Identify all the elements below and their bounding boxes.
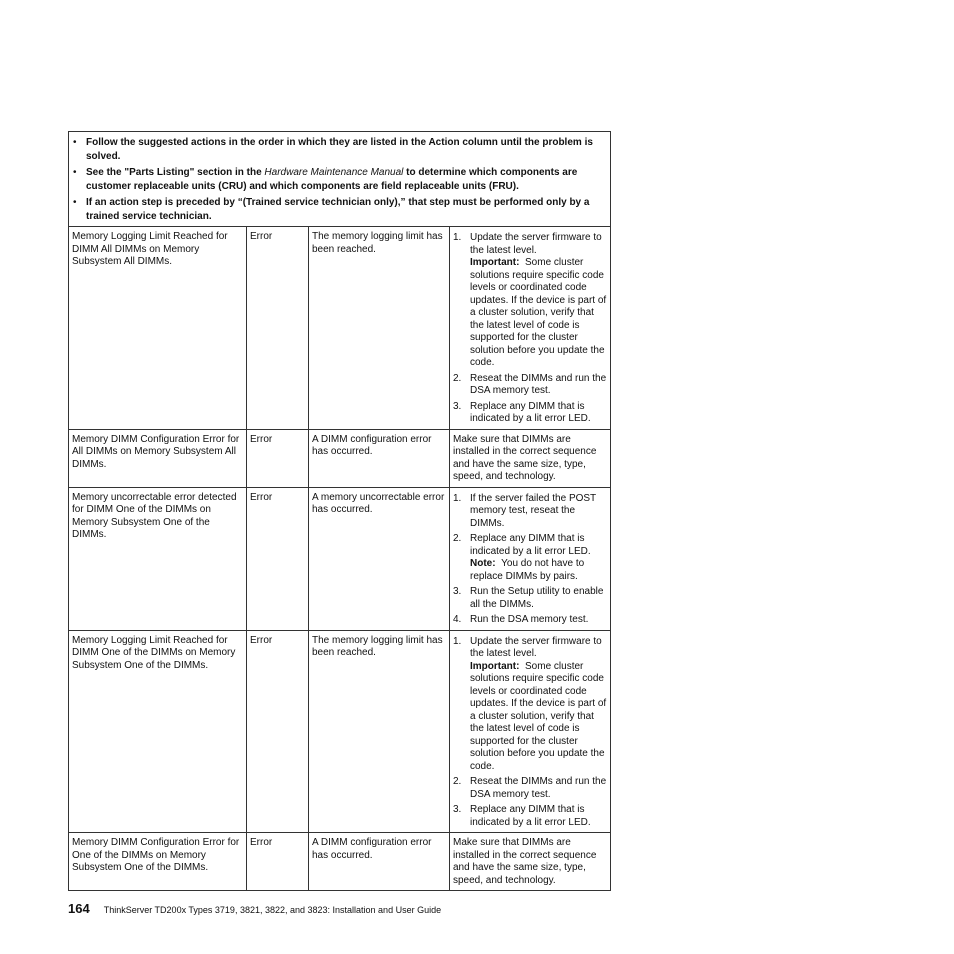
step-text: Run the Setup utility to enable all the DIMMs. bbox=[470, 586, 604, 610]
message-cell: Memory Logging Limit Reached for DIMM All DIMMs on Memory Subsystem All DIMMs. bbox=[69, 227, 247, 430]
action-step bbox=[453, 493, 607, 531]
note-text: to determine which components are customer replaceable units (CRU) and which components are field replaceable units (FRU). bbox=[86, 167, 578, 192]
action-cell bbox=[450, 630, 611, 833]
note-text: Follow the suggested actions in the order in which they are listed in the Action column until the problem is solved. bbox=[86, 137, 593, 162]
step-text: Replace any DIMM that is indicated by a lit error LED. bbox=[470, 400, 591, 424]
step-note-text: Some cluster solutions require specific code levels or coordinated code updates. If the device is part of a cluster solution, verify that the latest level of code is supported for the cluster solution before you update the code. bbox=[470, 257, 607, 368]
step-note-label: Important: bbox=[470, 660, 520, 672]
step-note-label: Important: bbox=[470, 257, 520, 268]
action-step bbox=[453, 614, 607, 627]
action-step bbox=[453, 804, 607, 829]
error-message-table bbox=[68, 131, 611, 891]
bullet: • bbox=[73, 197, 77, 208]
explanation-cell: The memory logging limit has been reached. bbox=[309, 227, 450, 430]
step-text: Update the server firmware to the latest level. bbox=[470, 232, 602, 256]
bullet: • bbox=[73, 167, 77, 178]
step-text: Run the DSA memory test. bbox=[470, 614, 589, 625]
table-row bbox=[69, 227, 611, 430]
action-steps bbox=[453, 232, 607, 426]
message-cell: Memory Logging Limit Reached for DIMM One of the DIMMs on Memory Subsystem One of the DIMMs. bbox=[69, 630, 247, 833]
step-text: Replace any DIMM that is indicated by a lit error LED. bbox=[470, 533, 591, 557]
bullet: • bbox=[73, 137, 77, 148]
notes-cell bbox=[69, 132, 611, 227]
step-number: 4. bbox=[453, 614, 462, 625]
action-step bbox=[453, 586, 607, 611]
table-row bbox=[69, 429, 611, 487]
step-number: 2. bbox=[453, 776, 462, 787]
explanation-cell: A DIMM configuration error has occurred. bbox=[309, 833, 450, 891]
note-text: If an action step is preceded by “(Trained service technician only),” that step must be performed only by a trained service technician. bbox=[86, 197, 590, 222]
action-steps bbox=[453, 493, 607, 627]
footer-title: ThinkServer TD200x Types 3719, 3821, 3822, and 3823: Installation and User Guide bbox=[103, 905, 442, 915]
page-footer bbox=[68, 901, 441, 916]
step-number: 3. bbox=[453, 804, 462, 815]
page-number: 164 bbox=[68, 901, 90, 916]
step-text: Reseat the DIMMs and run the DSA memory test. bbox=[470, 776, 607, 800]
step-note-text: You do not have to replace DIMMs by pairs. bbox=[470, 558, 585, 582]
action-cell: Make sure that DIMMs are installed in the correct sequence and have the same size, type, speed, and technology. bbox=[450, 429, 611, 487]
type-cell: Error bbox=[247, 630, 309, 833]
step-text: Update the server firmware to the latest level. bbox=[470, 635, 602, 659]
action-cell bbox=[450, 227, 611, 430]
note-text: See the "Parts Listing" section in the bbox=[86, 167, 265, 178]
step-number: 3. bbox=[453, 586, 462, 597]
step-text: If the server failed the POST memory test, reseat the DIMMs. bbox=[470, 492, 596, 529]
action-step bbox=[453, 533, 607, 583]
manual-title: Hardware Maintenance Manual bbox=[264, 167, 404, 178]
step-note-text: Some cluster solutions require specific code levels or coordinated code updates. If the device is part of a cluster solution, verify that the latest level of code is supported for the cluster solution before you update the code. bbox=[470, 660, 607, 772]
action-step bbox=[453, 776, 607, 801]
step-number: 3. bbox=[453, 400, 462, 412]
notes-row bbox=[69, 132, 611, 227]
action-steps bbox=[453, 636, 607, 830]
message-cell: Memory uncorrectable error detected for DIMM One of the DIMMs on Memory Subsystem One of the DIMMs. bbox=[69, 487, 247, 630]
explanation-cell: A DIMM configuration error has occurred. bbox=[309, 429, 450, 487]
action-step bbox=[453, 401, 607, 426]
action-cell: Make sure that DIMMs are installed in the correct sequence and have the same size, type, speed, and technology. bbox=[450, 833, 611, 891]
explanation-cell: The memory logging limit has been reached. bbox=[309, 630, 450, 833]
message-cell: Memory DIMM Configuration Error for All DIMMs on Memory Subsystem All DIMMs. bbox=[69, 429, 247, 487]
step-number: 2. bbox=[453, 372, 462, 384]
type-cell: Error bbox=[247, 429, 309, 487]
action-step bbox=[453, 232, 607, 370]
step-number: 2. bbox=[453, 533, 462, 544]
step-number: 1. bbox=[453, 635, 462, 647]
action-cell bbox=[450, 487, 611, 630]
type-cell: Error bbox=[247, 487, 309, 630]
type-cell: Error bbox=[247, 227, 309, 430]
table-row bbox=[69, 487, 611, 630]
note-item bbox=[72, 136, 607, 163]
note-item bbox=[72, 196, 607, 223]
type-cell: Error bbox=[247, 833, 309, 891]
message-cell: Memory DIMM Configuration Error for One of the DIMMs on Memory Subsystem One of the DIMMs. bbox=[69, 833, 247, 891]
action-step bbox=[453, 636, 607, 774]
step-number: 1. bbox=[453, 232, 462, 243]
table-row bbox=[69, 833, 611, 891]
action-step bbox=[453, 373, 607, 398]
step-number: 1. bbox=[453, 492, 462, 504]
document-page bbox=[68, 131, 610, 891]
step-note-label: Note: bbox=[470, 558, 496, 569]
step-text: Reseat the DIMMs and run the DSA memory test. bbox=[470, 372, 607, 396]
step-text: Replace any DIMM that is indicated by a lit error LED. bbox=[470, 804, 591, 828]
table-row bbox=[69, 630, 611, 833]
explanation-cell: A memory uncorrectable error has occurred. bbox=[309, 487, 450, 630]
note-item bbox=[72, 166, 607, 193]
